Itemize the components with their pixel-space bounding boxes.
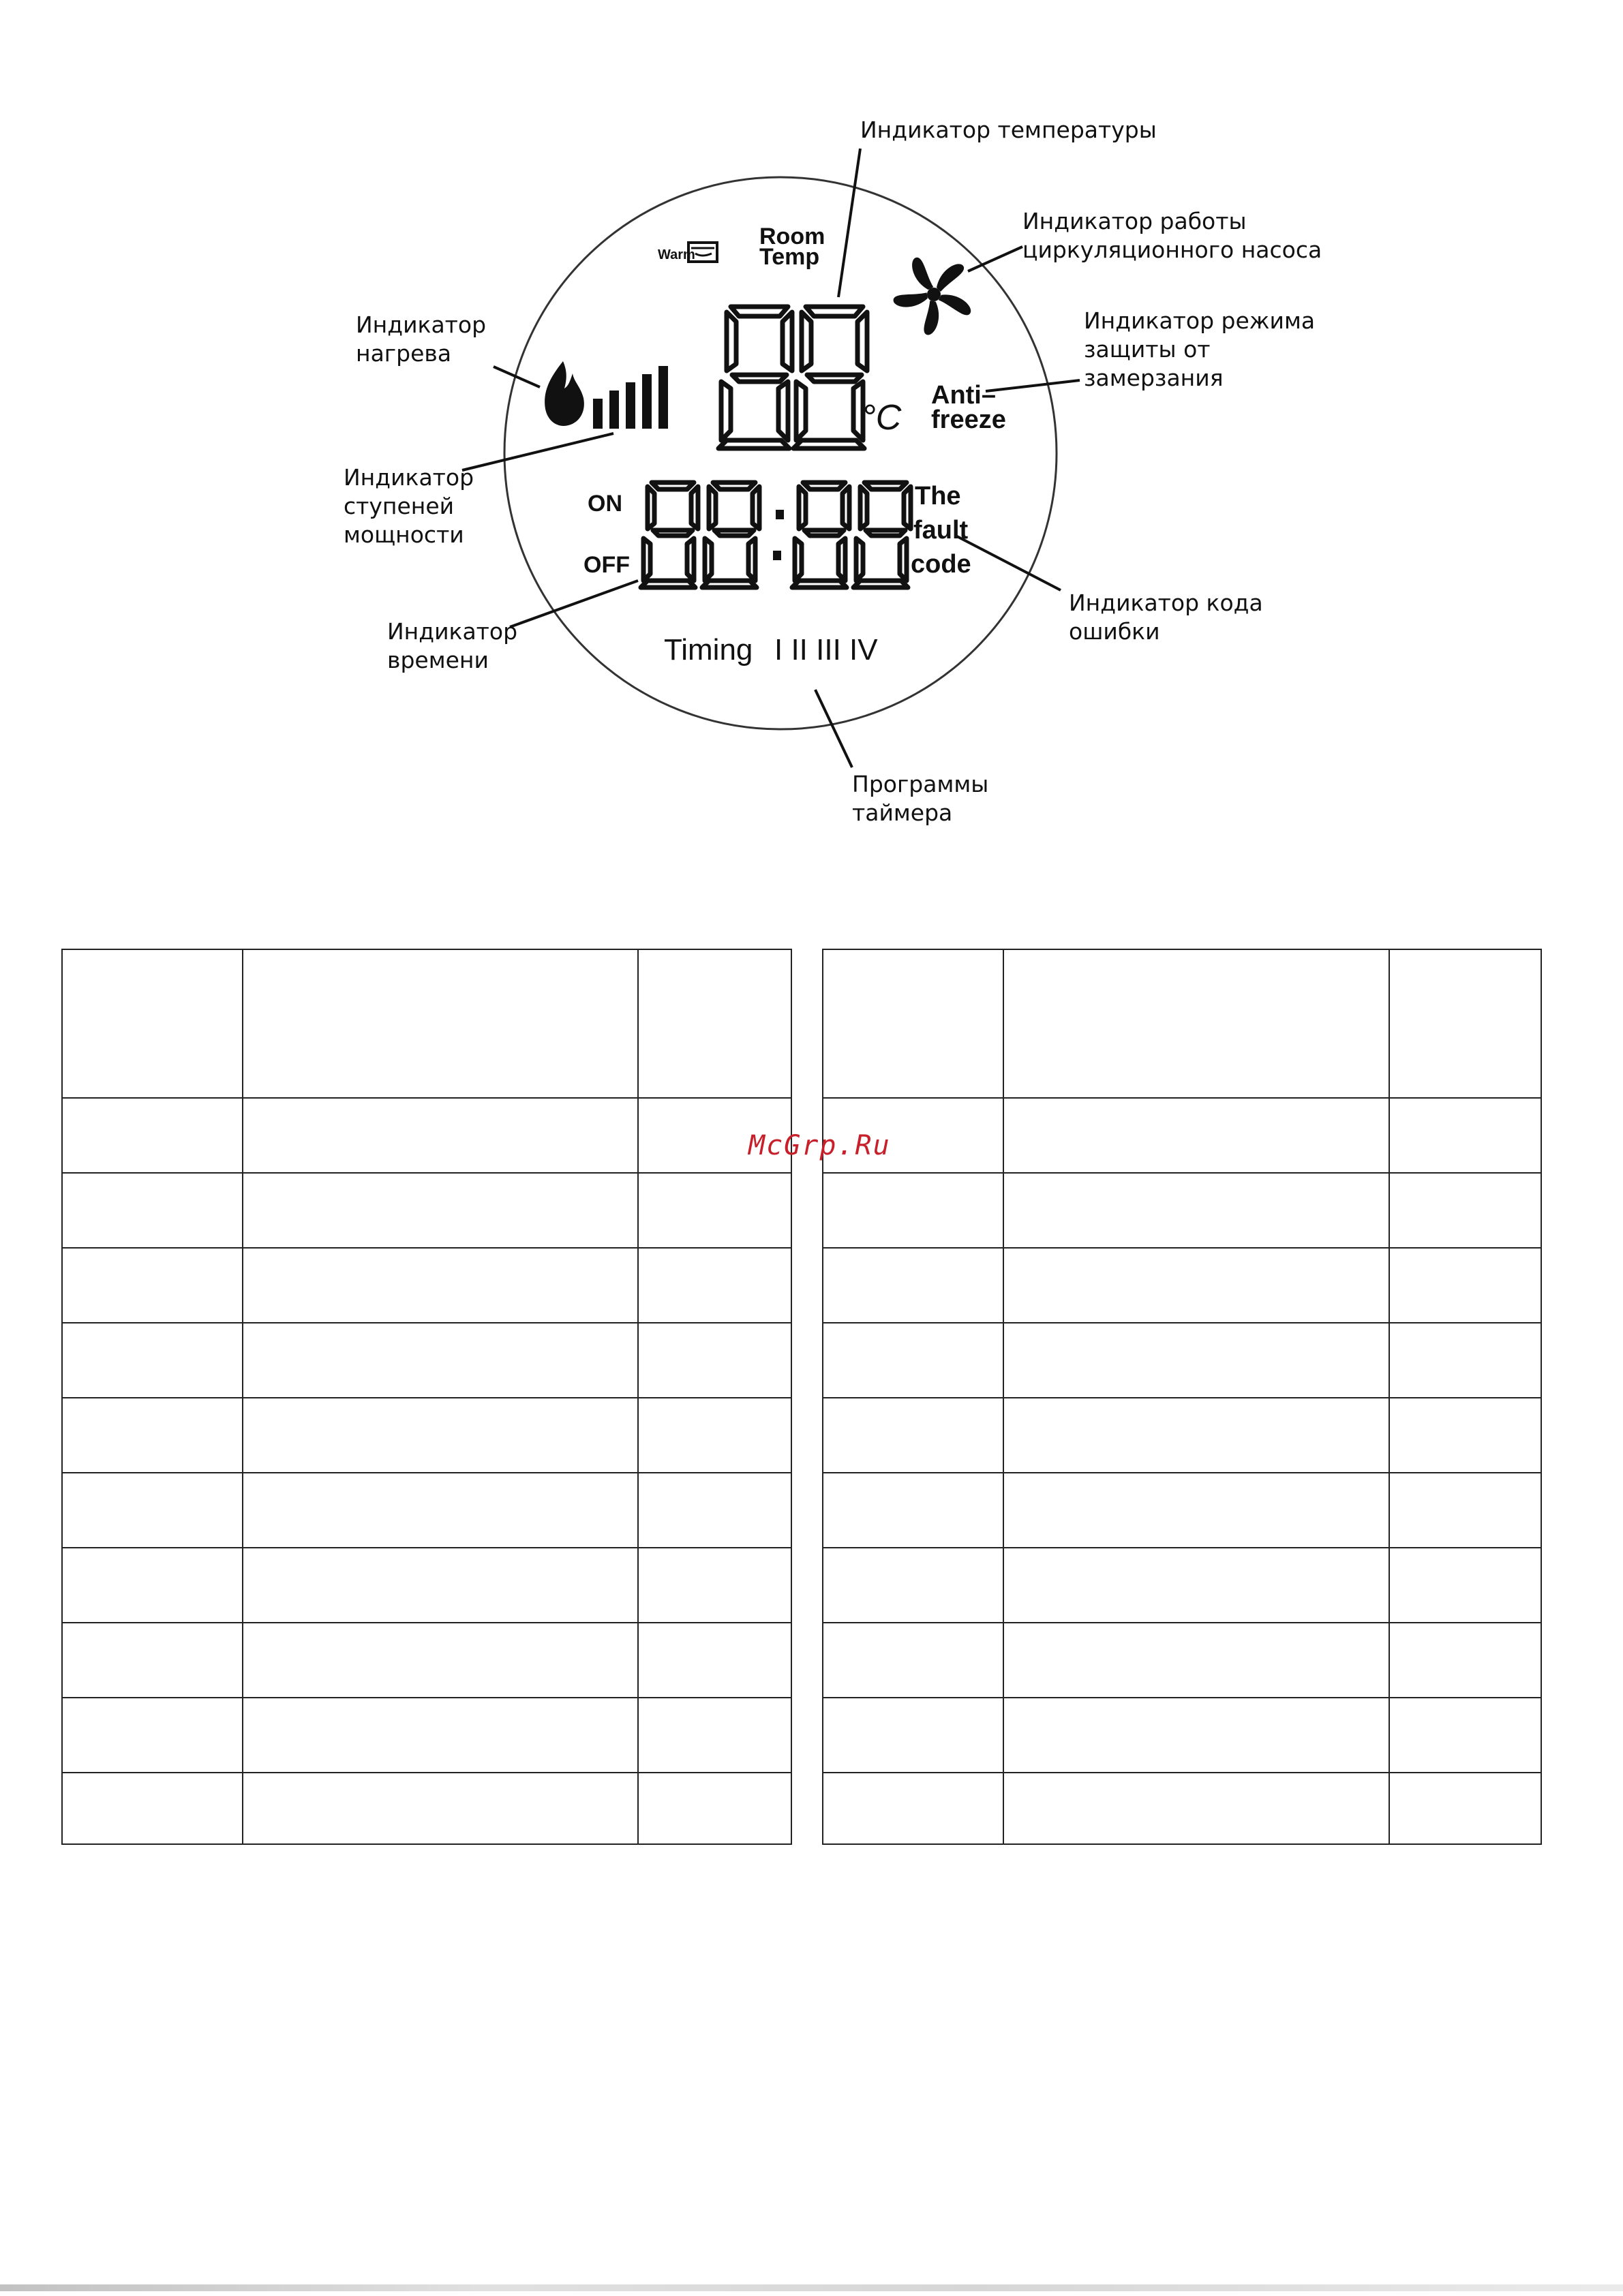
left-table-cell bbox=[637, 1697, 792, 1773]
right-table-cell bbox=[1389, 1247, 1542, 1323]
left-table-cell bbox=[61, 1472, 243, 1548]
left-table-cell bbox=[242, 1097, 639, 1174]
freeze-label: freeze bbox=[931, 405, 1006, 434]
callout-pump-1: Индикатор работы bbox=[1022, 208, 1247, 234]
right-table-cell bbox=[1003, 1172, 1390, 1249]
left-table-cell bbox=[242, 1397, 639, 1473]
left-table-cell bbox=[242, 1322, 639, 1398]
left-table-cell bbox=[242, 1172, 639, 1249]
right-table-cell bbox=[822, 1247, 1004, 1323]
anti-label: Anti– bbox=[931, 381, 996, 410]
left-table-cell bbox=[637, 1397, 792, 1473]
callout-timer-2: таймера bbox=[852, 799, 953, 826]
left-table-cell bbox=[242, 1472, 639, 1548]
left-table-cell bbox=[637, 1472, 792, 1548]
callout-frost-2: защиты от bbox=[1084, 336, 1211, 363]
right-table-cell bbox=[822, 1172, 1004, 1249]
callout-timer-1: Программы bbox=[852, 771, 989, 797]
right-table-cell bbox=[1003, 1322, 1390, 1398]
left-table-cell bbox=[61, 1172, 243, 1249]
left-table-cell bbox=[61, 1772, 243, 1845]
on-label: ON bbox=[588, 491, 622, 517]
left-table-cell bbox=[242, 1547, 639, 1623]
callout-pump-2: циркуляционного насоса bbox=[1022, 236, 1322, 263]
right-table-cell bbox=[1389, 1322, 1542, 1398]
callout-power-2: ступеней bbox=[344, 493, 455, 519]
left-table-cell bbox=[61, 1247, 243, 1323]
footer-line bbox=[0, 2284, 1623, 2291]
callout-heating-2: нагрева bbox=[356, 340, 452, 367]
right-table-cell bbox=[822, 1772, 1004, 1845]
right-table-cell bbox=[822, 1322, 1004, 1398]
left-table-cell bbox=[61, 1097, 243, 1174]
left-table-cell bbox=[61, 1622, 243, 1698]
timing-programs: I II III IV bbox=[774, 633, 878, 667]
fault-line-1: The bbox=[915, 482, 961, 510]
left-table-cell bbox=[242, 1622, 639, 1698]
temp-label: Temp bbox=[759, 244, 820, 270]
left-table-cell bbox=[637, 1172, 792, 1249]
right-table-cell bbox=[1389, 1772, 1542, 1845]
left-table-cell bbox=[637, 1322, 792, 1398]
watermark: McGrp.Ru bbox=[748, 1130, 891, 1161]
right-table-cell bbox=[1003, 1772, 1390, 1845]
callout-temperature: Индикатор температуры bbox=[860, 117, 1157, 143]
fault-line-3: code bbox=[911, 550, 971, 579]
right-table-cell bbox=[1389, 1472, 1542, 1548]
right-table-cell bbox=[822, 1622, 1004, 1698]
right-table-cell bbox=[1003, 949, 1390, 1099]
right-table-cell bbox=[1003, 1697, 1390, 1773]
timing-label: Timing bbox=[664, 633, 753, 667]
left-table-cell bbox=[637, 1772, 792, 1845]
left-table-cell bbox=[637, 1622, 792, 1698]
warm-label: Warm bbox=[658, 247, 695, 262]
right-table-cell bbox=[1389, 1172, 1542, 1249]
callout-power-3: мощности bbox=[344, 521, 464, 548]
callout-frost-1: Индикатор режима bbox=[1084, 307, 1316, 334]
fault-line-2: fault bbox=[913, 516, 969, 545]
right-table-cell bbox=[1389, 1622, 1542, 1698]
right-table-cell bbox=[822, 1397, 1004, 1473]
left-table-cell bbox=[61, 1547, 243, 1623]
right-table-cell bbox=[822, 1697, 1004, 1773]
left-table-cell bbox=[61, 1397, 243, 1473]
left-table-cell bbox=[61, 1322, 243, 1398]
right-table-cell bbox=[822, 949, 1004, 1099]
right-table-cell bbox=[1003, 1397, 1390, 1473]
right-table-cell bbox=[822, 1472, 1004, 1548]
room-label: Room bbox=[759, 224, 825, 249]
left-table-cell bbox=[242, 1247, 639, 1323]
callout-frost-3: замерзания bbox=[1084, 365, 1224, 391]
left-table-cell bbox=[61, 1697, 243, 1773]
callout-fault-1: Индикатор кода bbox=[1069, 590, 1263, 616]
callout-fault-2: ошибки bbox=[1069, 618, 1160, 645]
left-table-cell bbox=[637, 1547, 792, 1623]
degree-unit: °C bbox=[862, 398, 902, 438]
left-table-cell bbox=[242, 1697, 639, 1773]
right-table-cell bbox=[1003, 1247, 1390, 1323]
right-table-cell bbox=[1003, 1472, 1390, 1548]
left-table-cell bbox=[637, 1247, 792, 1323]
off-label: OFF bbox=[583, 552, 630, 578]
right-table-cell bbox=[1389, 1547, 1542, 1623]
callout-time-2: времени bbox=[387, 647, 489, 673]
left-table-cell bbox=[637, 949, 792, 1099]
right-table-cell bbox=[1003, 1097, 1390, 1174]
callout-heating-1: Индикатор bbox=[356, 311, 487, 338]
left-table-cell bbox=[242, 949, 639, 1099]
right-table-cell bbox=[1389, 1397, 1542, 1473]
callout-power-1: Индикатор bbox=[344, 464, 474, 491]
right-table-cell bbox=[1389, 949, 1542, 1099]
left-table-cell bbox=[61, 949, 243, 1099]
left-table-cell bbox=[242, 1772, 639, 1845]
right-table-cell bbox=[1003, 1622, 1390, 1698]
right-table-cell bbox=[1003, 1547, 1390, 1623]
right-table-cell bbox=[1389, 1697, 1542, 1773]
right-table-cell bbox=[1389, 1097, 1542, 1174]
callout-time-1: Индикатор bbox=[387, 618, 518, 645]
right-table-cell bbox=[822, 1547, 1004, 1623]
